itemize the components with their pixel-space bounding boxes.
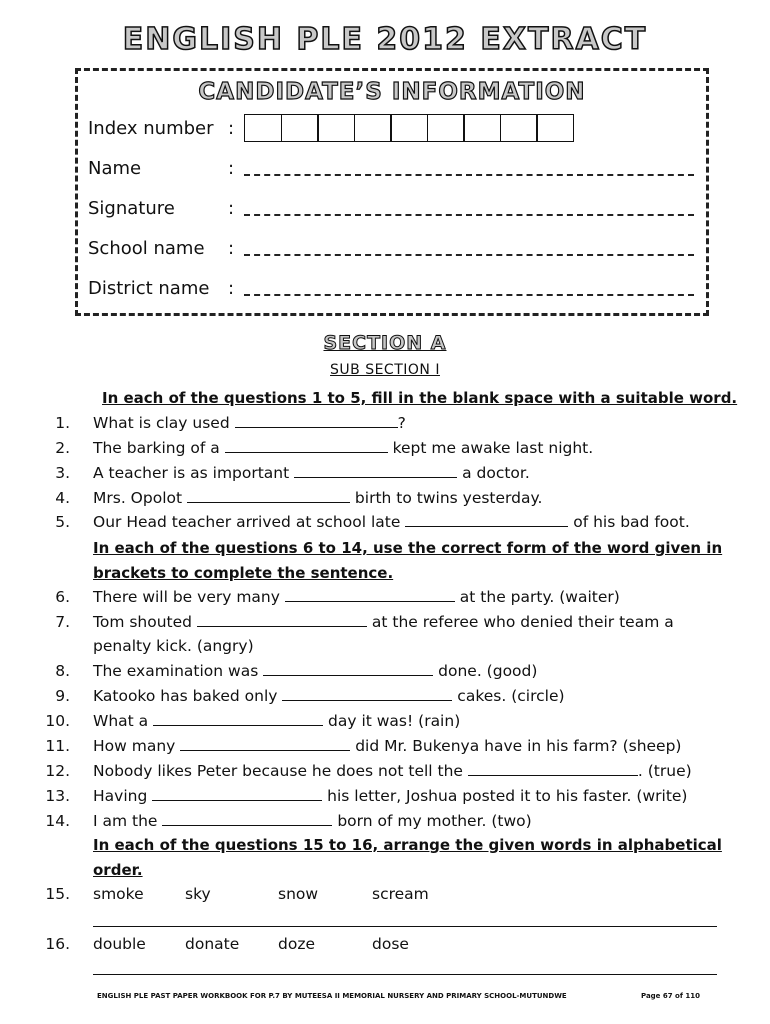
question-text: Katooko has baked only <box>93 687 283 705</box>
candidate-info-box <box>75 68 709 316</box>
question-number: 2. <box>55 439 70 457</box>
answer-blank[interactable] <box>405 512 568 527</box>
question-6 <box>0 585 770 609</box>
question-text: What is clay used <box>93 414 235 432</box>
question-number: 6. <box>55 588 70 606</box>
question-text: Mrs. Opolot <box>93 489 187 507</box>
school-name-row <box>88 235 694 261</box>
question-10 <box>0 709 770 733</box>
question-text: What a <box>93 712 154 730</box>
index-digit-box[interactable] <box>390 114 428 142</box>
answer-blank[interactable] <box>468 761 638 776</box>
question-text: at the referee who denied their team a <box>366 613 674 631</box>
index-digit-box[interactable] <box>244 114 282 142</box>
question-text: . (true) <box>637 762 692 780</box>
instruction-line: brackets to complete the sentence. <box>93 564 394 582</box>
word-item: snow <box>278 885 319 903</box>
field-colon: : <box>228 117 235 139</box>
instruction-2 <box>93 536 722 586</box>
question-16 <box>0 932 770 956</box>
instruction-line: In each of the questions 15 to 16, arrange the given words in alphabetical <box>93 836 722 854</box>
question-13 <box>0 784 770 808</box>
field-label: School name <box>88 237 205 259</box>
word-item: sky <box>185 885 211 903</box>
question-number: 10. <box>45 712 70 730</box>
signature-field[interactable] <box>244 200 694 216</box>
instruction-3 <box>93 833 722 883</box>
answer-blank[interactable] <box>180 736 350 751</box>
index-digit-box[interactable] <box>463 114 501 142</box>
question-7 <box>0 610 770 634</box>
question-number: 3. <box>55 464 70 482</box>
name-row <box>88 155 694 181</box>
question-text: Nobody likes Peter because he does not tell the <box>93 762 468 780</box>
answer-blank[interactable] <box>187 488 350 503</box>
index-number-boxes <box>244 114 574 142</box>
instruction-line: In each of the questions 6 to 14, use the correct form of the word given in <box>93 539 723 557</box>
question-text: A teacher is as important <box>93 464 295 482</box>
question-number: 8. <box>55 662 70 680</box>
answer-line[interactable] <box>93 926 717 927</box>
question-number: 1. <box>55 414 70 432</box>
name-field[interactable] <box>244 160 694 176</box>
question-text: How many <box>93 737 181 755</box>
question-text: born of my mother. (two) <box>332 812 532 830</box>
question-number: 9. <box>55 687 70 705</box>
district-name-row <box>88 275 694 301</box>
answer-blank[interactable] <box>152 786 322 801</box>
word-item: double <box>93 935 146 953</box>
instruction-1: In each of the questions 1 to 5, fill in the blank space with a suitable word. <box>102 389 738 407</box>
question-number: 16. <box>45 935 70 953</box>
question-text: Tom shouted <box>93 613 197 631</box>
question-1 <box>0 411 770 435</box>
index-digit-box[interactable] <box>536 114 574 142</box>
question-text: The barking of a <box>93 439 225 457</box>
question-number: 13. <box>45 787 70 805</box>
field-colon: : <box>228 157 235 179</box>
question-5 <box>0 510 770 534</box>
page-title: ENGLISH PLE 2012 EXTRACT <box>122 22 648 57</box>
answer-blank[interactable] <box>282 686 452 701</box>
word-item: doze <box>278 935 315 953</box>
field-colon: : <box>228 197 235 219</box>
district-name-field[interactable] <box>244 280 694 296</box>
index-digit-box[interactable] <box>427 114 465 142</box>
question-number: 11. <box>45 737 70 755</box>
question-number: 4. <box>55 489 70 507</box>
answer-blank[interactable] <box>285 587 455 602</box>
answer-blank[interactable] <box>235 413 398 428</box>
word-item: scream <box>372 885 429 903</box>
index-number-row <box>88 115 574 141</box>
answer-blank[interactable] <box>263 661 433 676</box>
question-15 <box>0 882 770 906</box>
question-text: his letter, Joshua posted it to his faster. (write) <box>322 787 688 805</box>
field-label: Name <box>88 157 142 179</box>
question-text: Our Head teacher arrived at school late <box>93 513 406 531</box>
field-label: Index number <box>88 117 214 139</box>
question-text: The examination was <box>93 662 264 680</box>
question-text: kept me awake last night. <box>387 439 594 457</box>
candidate-info-title: CANDIDATE’S INFORMATION <box>198 79 586 105</box>
question-9 <box>0 684 770 708</box>
question-text: at the party. (waiter) <box>454 588 620 606</box>
signature-row <box>88 195 694 221</box>
question-number: 14. <box>45 812 70 830</box>
answer-line[interactable] <box>93 974 717 975</box>
index-digit-box[interactable] <box>354 114 392 142</box>
answer-blank[interactable] <box>225 438 388 453</box>
field-label: District name <box>88 277 210 299</box>
index-digit-box[interactable] <box>500 114 538 142</box>
question-text: a doctor. <box>457 464 530 482</box>
footer-text: ENGLISH PLE PAST PAPER WORKBOOK FOR P.7 BY MUTEESA II MEMORIAL NURSERY AND PRIMARY SCHOOL-MUTUNDWE <box>97 992 567 1000</box>
answer-blank[interactable] <box>197 612 367 627</box>
question-3 <box>0 461 770 485</box>
question-2 <box>0 436 770 460</box>
question-text: day it was! (rain) <box>323 712 461 730</box>
field-label: Signature <box>88 197 175 219</box>
page-number: Page 67 of 110 <box>641 992 700 1000</box>
question-4 <box>0 486 770 510</box>
question-text: I am the <box>93 812 163 830</box>
question-12 <box>0 759 770 783</box>
question-number: 15. <box>45 885 70 903</box>
section-title: SECTION A <box>323 332 447 354</box>
question-text: There will be very many <box>93 588 285 606</box>
question-text: Having <box>93 787 153 805</box>
question-11 <box>0 734 770 758</box>
question-text: cakes. (circle) <box>452 687 565 705</box>
school-name-field[interactable] <box>244 240 694 256</box>
question-text: birth to twins yesterday. <box>350 489 543 507</box>
question-number: 7. <box>55 613 70 631</box>
word-item: donate <box>185 935 240 953</box>
question-text: did Mr. Bukenya have in his farm? (sheep) <box>350 737 682 755</box>
answer-blank[interactable] <box>153 711 323 726</box>
question-text: of his bad foot. <box>568 513 690 531</box>
field-colon: : <box>228 277 235 299</box>
question-text: penalty kick. (angry) <box>93 637 254 655</box>
subsection-title: SUB SECTION I <box>330 362 440 378</box>
instruction-line: order. <box>93 861 143 879</box>
answer-blank[interactable] <box>294 463 457 478</box>
answer-blank[interactable] <box>162 811 332 826</box>
question-number: 5. <box>55 513 70 531</box>
question-7-continued <box>0 634 770 658</box>
index-digit-box[interactable] <box>281 114 319 142</box>
word-item: smoke <box>93 885 144 903</box>
question-text: ? <box>397 414 406 432</box>
word-item: dose <box>372 935 409 953</box>
question-number: 12. <box>45 762 70 780</box>
index-digit-box[interactable] <box>317 114 355 142</box>
question-14 <box>0 809 770 833</box>
question-text: done. (good) <box>433 662 538 680</box>
field-colon: : <box>228 237 235 259</box>
question-8 <box>0 659 770 683</box>
